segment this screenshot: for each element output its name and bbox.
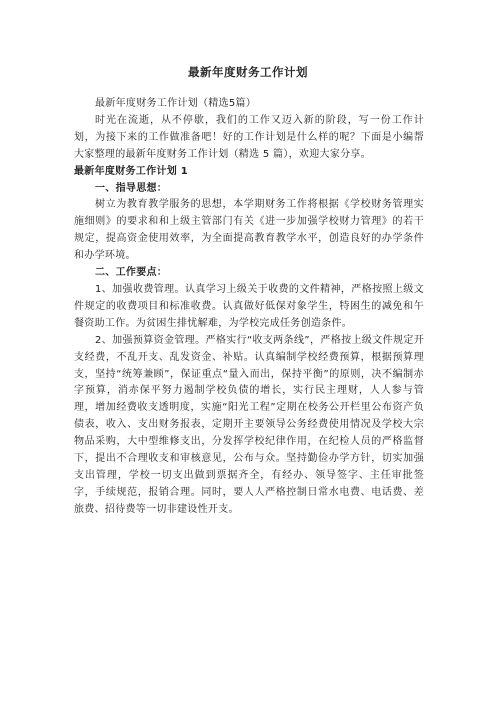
document-title: 最新年度财务工作计划 — [188, 65, 308, 79]
document-body — [74, 96, 424, 519]
subheading-work-points: 二、工作要点： — [95, 267, 168, 279]
paragraph-fee-management: 1、加强收费管理。认真学习上级关于收费的文件精神，严格按照上级文件规定的收费项目和标准收费。认真做好低保对象学生，特困生的减免和午餐资助工作。为贫困生排忧解难，为学校完成任务创造条件。 — [74, 283, 424, 329]
paragraph-budget-management: 2、加强预算资金管理。严格实行“收支两条线”，严格按上级文件规定开支经费，不乱开支、乱发资金、补贴。认真编制学校经费预算，根据预算理支，坚持“统筹兼顾”，保证重点“量入而出，保持平衡”的原则，决不编制赤字预算，消赤保平努力遏制学校负债的增长，实行民主理财，人人参与管理，增加经费收支透明度，实施“阳光工程”定期在校务公开栏里公布资产负债表，收入、支出财务报表，定期开主要领导公务经费使用情况及学校大宗物品采购，大中型维修支出，分发挥学校纪律作用，在纪检人员的严格监督下，提出不合理收支和审核意见，公布与众。坚持勤俭办学方针，切实加强支出管理，学校一切支出做到票据齐全，有经办、领导签字、主任审批签字，手续规范，报销合理。同时，要人人严格控制日常水电费、电话费、差旅费、招待费等一切非建设性开支。 — [74, 334, 424, 515]
intro-paragraph: 时光在流逝，从不停歇，我们的工作又迈入新的阶段，写一份工作计划，为接下来的工作做准备吧！好的工作计划是什么样的呢？下面是小编帮大家整理的最新年度财务工作计划（精选 5 篇），欢迎大家分享。 — [74, 114, 424, 160]
subheading-guiding-thought: 一、指导思想： — [95, 182, 168, 194]
section-heading: 最新年度财务工作计划 1 — [74, 165, 189, 177]
paragraph-guiding-thought: 树立为教育教学服务的思想，本学期财务工作将根据《学校财务管理实施细则》的要求和和上级主管部门有关《进一步加强学校财力管理》的若干规定，提高资金使用效率，为全面提高教育教学水平，创造良好的办学条件和办学环境。 — [74, 199, 424, 262]
intro-heading: 最新年度财务工作计划（精选5篇） — [95, 98, 257, 109]
